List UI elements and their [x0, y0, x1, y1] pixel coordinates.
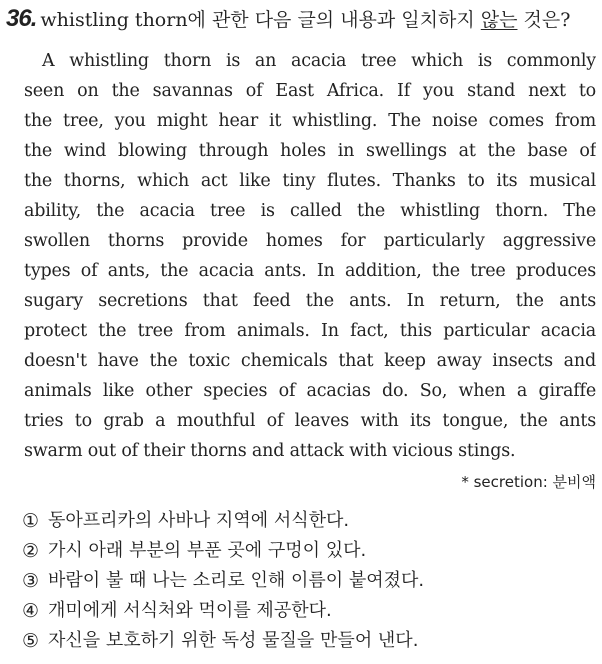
question-text-before: whistling thorn에 관한 다음 글의 내용과 일치하지 [40, 9, 481, 31]
answer-option-5[interactable] [22, 626, 596, 656]
passage-line: the wind blowing through holes in swellings at the base of [24, 141, 596, 161]
passage-line: types of ants, the acacia ants. In addition, the tree produces [24, 261, 596, 281]
passage-line: seen on the savannas of East Africa. If you stand next to [24, 81, 596, 101]
passage-line: animals like other species of acacias do. So, when a giraffe [24, 381, 596, 401]
passage-line: the tree, you might hear it whistling. The noise comes from [24, 111, 596, 131]
option-number: ① [22, 510, 40, 532]
option-text: 가시 아래 부분의 부푼 곳에 구멍이 있다. [48, 540, 367, 561]
option-text: 바람이 불 때 나는 소리로 인해 이름이 붙여졌다. [48, 570, 425, 591]
question-text-after: 것은? [517, 9, 571, 31]
answer-options [22, 506, 596, 656]
passage-line: doesn't have the toxic chemicals that keep away insects and [24, 351, 596, 371]
passage-line: sugary secretions that feed the ants. In return, the ants [24, 291, 596, 311]
option-text: 자신을 보호하기 위한 독성 물질을 만들어 낸다. [48, 630, 419, 651]
answer-option-2[interactable] [22, 536, 596, 566]
answer-option-4[interactable] [22, 596, 596, 626]
passage-line: tries to grab a mouthful of leaves with its tongue, the ants [24, 411, 596, 431]
option-number: ⑤ [22, 630, 40, 652]
passage-line: protect the tree from animals. In fact, this particular acacia [24, 321, 596, 341]
option-number: ② [22, 540, 40, 562]
answer-option-3[interactable] [22, 566, 596, 596]
passage-line: ability, the acacia tree is called the whistling thorn. The [24, 201, 596, 221]
answer-option-1[interactable] [22, 506, 596, 536]
passage-line: the thorns, which act like tiny flutes. Thanks to its musical [24, 171, 596, 191]
footnote: * secretion: 분비액 [461, 473, 596, 491]
option-number: ③ [22, 570, 40, 592]
option-text: 동아프리카의 사바나 지역에 서식한다. [48, 510, 350, 531]
passage [24, 46, 596, 466]
option-text: 개미에게 서식처와 먹이를 제공한다. [48, 600, 332, 621]
passage-line: A whistling thorn is an acacia tree which is commonly [42, 51, 596, 71]
passage-line: swollen thorns provide homes for particularly aggressive [24, 231, 596, 251]
question-underlined-word: 않는 [480, 9, 518, 31]
passage-line: swarm out of their thorns and attack with vicious stings. [24, 441, 516, 461]
option-number: ④ [22, 600, 40, 622]
question-header [6, 4, 596, 34]
question-number: 36. [6, 5, 37, 32]
